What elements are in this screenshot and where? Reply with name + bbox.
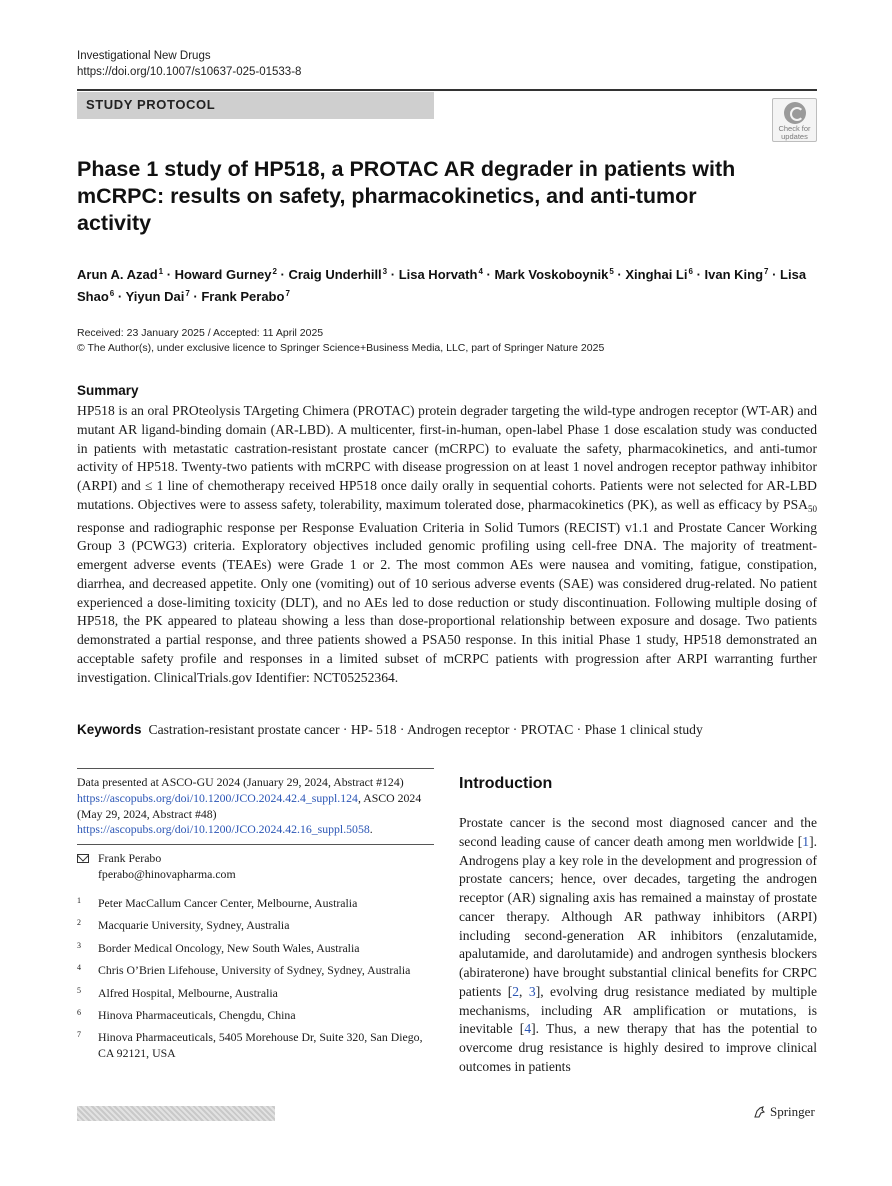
- asco-gu-link[interactable]: https://ascopubs.org/doi/10.1200/JCO.2024.42.4_suppl.124: [77, 790, 358, 805]
- footer-barcode: [77, 1106, 275, 1121]
- introduction-heading: Introduction: [459, 775, 553, 792]
- affiliation-text: Alfred Hospital, Melbourne, Australia: [98, 985, 278, 1000]
- author-name[interactable]: Howard Gurney: [174, 267, 272, 282]
- author-affiliation-number: 6: [688, 267, 693, 276]
- affiliation-number: 7: [77, 1030, 81, 1040]
- affiliation-text: Border Medical Oncology, New South Wales, Australia: [98, 940, 360, 955]
- article-title: Phase 1 study of HP518, a PROTAC AR degrader in patients with mCRPC: results on safety, pharmacokinetics, and anti-tumor activity: [77, 157, 736, 235]
- footnote-rule-2: [77, 844, 434, 845]
- keywords: [77, 721, 817, 739]
- copyright-notice: © The Author(s), under exclusive licence to Springer Science+Business Media, LLC, part of Springer Nature 2025: [77, 342, 605, 354]
- author-name[interactable]: Ivan King: [704, 267, 764, 282]
- article-dates: [77, 326, 817, 356]
- affiliation-item: [77, 918, 434, 934]
- ref-link[interactable]: 3: [528, 983, 536, 999]
- author-list: Arun A. Azad$^1$ · Howard Gurney$^2$ · Craig Underhill$^3$ · Lisa Horvath$^4$ · Mark Voskoboynik$^5$ · Xinghai $Li^6$ · Ivan King$^7$ · Lisa Shao$^6$ · Yiyun Dai$^7$ · Frank Perabo$^7$: [77, 267, 807, 304]
- keywords-label: Keywords: [77, 722, 142, 737]
- author-affiliation-number: 5: [609, 267, 614, 276]
- affiliation-item: [77, 963, 434, 979]
- springer-wordmark: Springer: [770, 1104, 815, 1119]
- section-label: STUDY PROTOCOL: [86, 97, 216, 112]
- affiliation-text: Hinova Pharmaceuticals, 5405 Morehouse Dr, Suite 320, San Diego, CA 92121, USA: [98, 1030, 423, 1061]
- presentation-footnote: Data presented at ASCO-GU 2024 (January 29, 2024, Abstract #124) https://ascopubs.org/doi/10.1200/JCO.2024.42.4_suppl.124, ASCO 2024 (May 29, 2024, Abstract #48) https://ascopubs.org/doi/10.1200/JCO.2024.42.16_suppl.5058.: [77, 775, 422, 837]
- introduction-text: Prostate cancer is the second most diagnosed cancer and the second leading cause of cancer death among men worldwide [1]. Androgens play a key role in the development and progression of prostate cancers; hence, over decades, targeting the androgen receptor (AR) signaling axis has remained a mainstay of prostate cancer therapy. Although AR pathway inhibitors (ARPI) including second-generation AR inhibitors (enzalutamide, apalutamide, and darolutamide) and androgen synthesis blockers (abiraterone) have brought substantial clinical benefits for CRPC patients [2, 3], evolving drug resistance mediated by multiple mechanisms, including AR amplification or mutations, is inevitable [4]. Thus, a new therapy that has the potential to overcome drug resistance is highly desired to improve clinical outcomes in patients: [459, 815, 818, 1074]
- received-accepted: Received: 23 January 2025 / Accepted: 11 April 2025: [77, 327, 324, 339]
- affiliation-item: [77, 896, 434, 912]
- ref-link[interactable]: 2: [512, 983, 520, 999]
- affiliation-number: 5: [77, 985, 81, 995]
- author-affiliation-number: 7: [285, 289, 290, 298]
- affiliation-item: [77, 986, 434, 1002]
- affiliation-item: [77, 1008, 434, 1024]
- footnote-rule: [77, 768, 434, 769]
- keywords-text: Castration-resistant prostate cancer · HP- 518 · Androgen receptor · PROTAC · Phase 1 clinical study: [148, 722, 703, 737]
- journal-name: Investigational New Drugs: [77, 50, 211, 62]
- correspondence-name: Frank Perabo: [98, 851, 162, 865]
- affiliation-number: 3: [77, 940, 81, 950]
- springer-logo: [752, 1104, 815, 1120]
- affiliation-text: Hinova Pharmaceuticals, Chengdu, China: [98, 1007, 296, 1022]
- correspondence-email[interactable]: fperabo@hinovapharma.com: [98, 866, 236, 881]
- author-name[interactable]: Lisa Shao: [77, 267, 807, 304]
- psa-subscript: 50: [808, 503, 817, 514]
- correspondence: [77, 851, 434, 883]
- author-affiliation-number: 4: [478, 267, 483, 276]
- summary-heading: Summary: [77, 383, 139, 398]
- envelope-icon: [77, 854, 89, 863]
- affiliation-item: [77, 941, 434, 957]
- ref-link[interactable]: 4: [524, 1021, 532, 1037]
- author-name[interactable]: Lisa Horvath: [398, 267, 478, 282]
- affiliation-number: 6: [77, 1007, 81, 1017]
- author-name[interactable]: Yiyun Dai: [125, 289, 185, 304]
- affiliation-text: Chris O’Brien Lifehouse, University of Sydney, Sydney, Australia: [98, 963, 411, 978]
- author-affiliation-number: 3: [382, 267, 388, 276]
- check-updates-text: Check for updates: [778, 124, 811, 141]
- check-for-updates-badge[interactable]: [772, 98, 817, 142]
- affiliations-list: [77, 896, 434, 1069]
- author-name[interactable]: Arun A. Azad: [77, 267, 158, 282]
- author-name[interactable]: Craig Underhill: [288, 267, 382, 282]
- affiliation-number: 4: [77, 963, 81, 973]
- author-name[interactable]: Frank Perabo: [201, 289, 285, 304]
- author-name[interactable]: Xinghai Li: [625, 267, 688, 282]
- affiliation-text: Macquarie University, Sydney, Australia: [98, 918, 290, 933]
- affiliation-text: Peter MacCallum Cancer Center, Melbourne, Australia: [98, 896, 358, 910]
- author-affiliation-number: 7: [764, 267, 769, 276]
- springer-horse-icon: [752, 1105, 766, 1119]
- affiliation-number: 1: [77, 896, 81, 905]
- author-name[interactable]: Mark Voskoboynik: [494, 267, 609, 282]
- author-affiliation-number: 6: [109, 289, 115, 298]
- author-affiliation-number: 2: [272, 267, 277, 276]
- check-updates-icon: [784, 102, 806, 124]
- doi-link[interactable]: https://doi.org/10.1007/s10637-025-01533-8: [77, 66, 302, 78]
- author-affiliation-number: 1: [158, 267, 164, 276]
- journal-header: [77, 48, 301, 80]
- affiliation-item: [77, 1030, 434, 1062]
- affiliation-number: 2: [77, 918, 81, 928]
- author-affiliation-number: 7: [185, 289, 190, 298]
- summary-text: HP518 is an oral PROteolysis TArgeting Chimera (PROTAC) protein degrader targeting the wild-type androgen receptor (WT-AR) and mutant AR ligand-binding domain (AR-LBD). A multicenter, first-in-human, open-label Phase 1 dose escalation study was conducted in patients with metastatic castration-resistant prostate cancer (mCRPC) to evaluate the safety, pharmacokinetics, and anti-tumor activity of HP518. Twenty-two patients with mCRPC with disease progression on at least 1 novel androgen receptor pathway inhibitor (ARPI) and ≤ 1 line of chemotherapy received HP518 once daily orally in sequential cohorts. Patients were not selected for AR-LBD mutations. Objectives were to assess safety, tolerability, maximum tolerated dose, pharmacokinetics (PK), as well as efficacy by $PSA_{50}$ response and radiographic response per Response Evaluation Criteria in Solid Tumors (RECIST) v1.1 and Prostate Cancer Working Group 3 (PCWG3) criteria. Exploratory objectives included genomic profiling using cell-free DNA. The majority of treatment-emergent adverse events (TEAEs) were Grade 1 or 2. The most common AEs were nausea and vomiting, fatigue, constipation, diarrhea, and decreased appetite. Only one (vomiting) out of 10 serious adverse events (SAE) was considered drug-related. No patient experienced a dose-limiting toxicity (DLT), and no AEs led to dose reduction or study discontinuation. Following multiple dosing of HP518, the PK appeared to plateau showing a less than dose-proportional relationship between exposure and dosage. Two patients demonstrated a partial response, and three patients showed a PSA50 response. In this initial Phase 1 study, HP518 demonstrated an acceptable safety profile and responses in a limited subset of mCRPC patients with progression after ARPI warranting further investigation. ClinicalTrials.gov Identifier: NCT05252364.: [77, 403, 817, 685]
- ref-link[interactable]: 1: [802, 833, 810, 849]
- header-rule: [77, 89, 817, 91]
- asco-link[interactable]: https://ascopubs.org/doi/10.1200/JCO.2024.42.16_suppl.5058: [77, 822, 370, 837]
